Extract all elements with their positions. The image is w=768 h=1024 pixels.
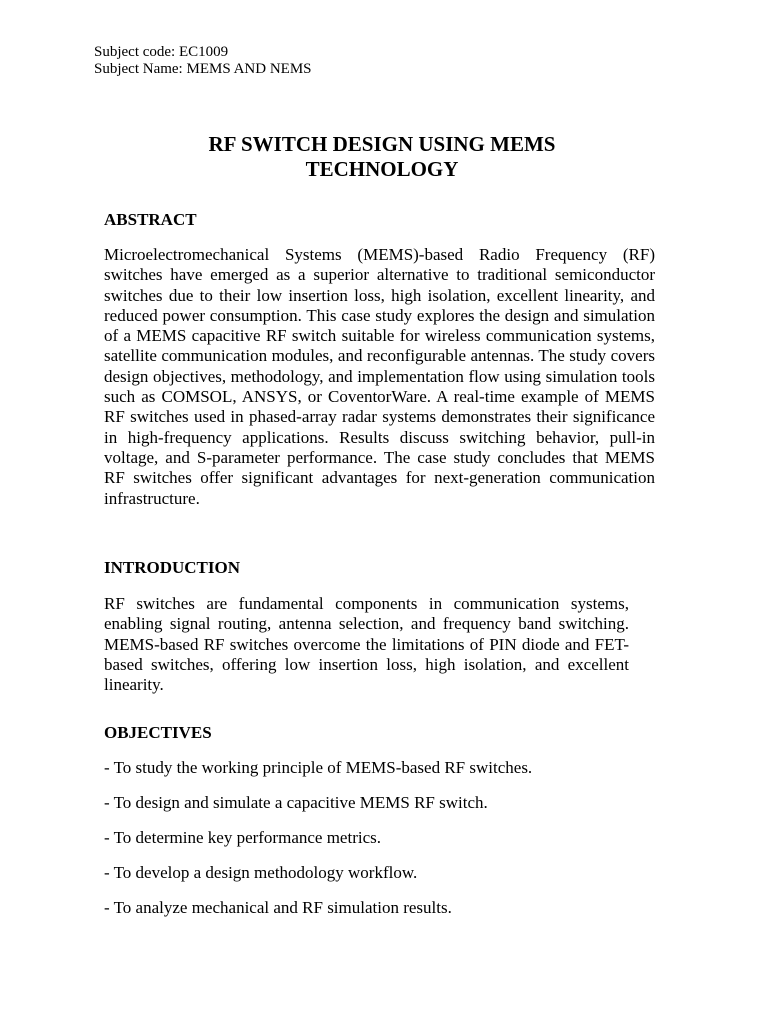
- title-line-1: RF SWITCH DESIGN USING MEMS: [208, 132, 556, 156]
- introduction-paragraph: RF switches are fundamental components in communication systems, enabling signal routing, antenna selection, and frequency band switching. MEMS-based RF switches overcome the limitations of PIN diode and FET-based switches, offering low insertion loss, high isolation, and excellent linearity.: [104, 594, 629, 695]
- subject-code: Subject code: EC1009: [94, 44, 229, 60]
- list-item: - To design and simulate a capacitive MEMS RF switch.: [104, 793, 488, 812]
- list-item: - To develop a design methodology workflow.: [104, 863, 418, 882]
- introduction-heading: INTRODUCTION: [104, 558, 241, 577]
- subject-name: Subject Name: MEMS AND NEMS: [94, 61, 312, 77]
- objectives-heading: OBJECTIVES: [104, 723, 212, 742]
- document-title: [94, 132, 670, 182]
- list-item: - To study the working principle of MEMS-based RF switches.: [104, 758, 533, 777]
- abstract-paragraph: Microelectromechanical Systems (MEMS)-based Radio Frequency (RF) switches have emerged as a superior alternative to traditional semiconductor switches due to their low insertion loss, high isolation, excellent linearity, and reduced power consumption. This case study explores the design and simulation of a MEMS capacitive RF switch suitable for wireless communication systems, satellite communication modules, and reconfigurable antennas. The study covers design objectives, methodology, and implementation flow using simulation tools such as COMSOL, ANSYS, or CoventorWare. A real-time example of MEMS RF switches used in phased-array radar systems demonstrates their significance in high-frequency applications. Results discuss switching behavior, pull-in voltage, and S-parameter performance. The case study concludes that MEMS RF switches offer significant advantages for next-generation communication infrastructure.: [104, 245, 655, 508]
- subject-info: [94, 44, 312, 78]
- list-item: - To determine key performance metrics.: [104, 828, 381, 847]
- abstract-heading: ABSTRACT: [104, 210, 197, 229]
- objectives-list: [104, 758, 532, 933]
- list-item: - To analyze mechanical and RF simulation results.: [104, 898, 452, 917]
- title-line-2: TECHNOLOGY: [305, 157, 459, 181]
